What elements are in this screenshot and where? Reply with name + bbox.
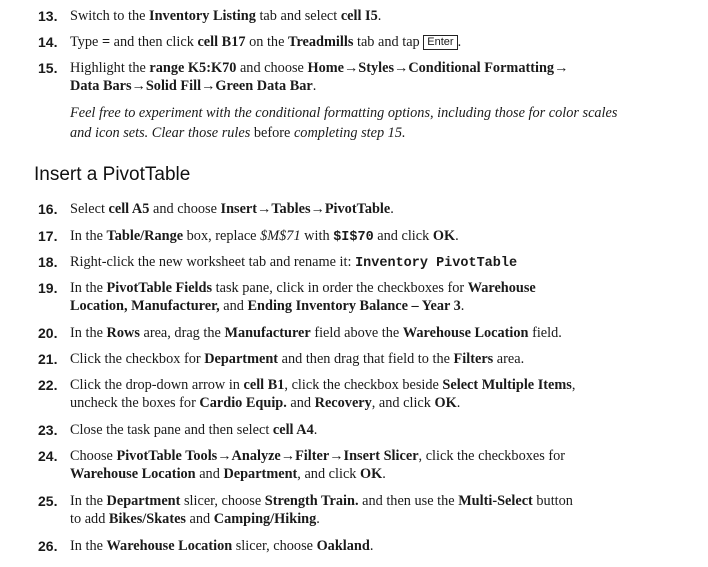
text-run: Highlight the bbox=[70, 60, 150, 76]
text-run: , and click bbox=[371, 395, 435, 411]
section-heading: Insert a PivotTable bbox=[34, 164, 191, 185]
text-run: . bbox=[455, 228, 459, 244]
step-number: 17. bbox=[38, 228, 58, 244]
enter-key: Enter bbox=[423, 35, 457, 50]
text-run: In the bbox=[70, 280, 107, 296]
text-run: button bbox=[532, 493, 573, 509]
text-run: . bbox=[457, 34, 462, 50]
text-run: Click the drop-down arrow in bbox=[70, 377, 244, 393]
text-run: In the bbox=[70, 538, 107, 554]
text-run-bold: Warehouse Location bbox=[402, 325, 529, 341]
step-number: 18. bbox=[38, 254, 58, 270]
text-run: area, drag the bbox=[139, 325, 225, 341]
text-run: box, replace bbox=[183, 228, 261, 244]
step-text bbox=[70, 447, 678, 483]
text-run: with bbox=[300, 228, 334, 244]
text-run-bold: cell A5 bbox=[108, 201, 150, 217]
text-run-bold: Rows bbox=[106, 325, 140, 341]
text-run: to add bbox=[70, 511, 109, 527]
text-run-bold: Ending Inventory Balance – Year 3 bbox=[247, 298, 461, 314]
note-line: completing step 15. bbox=[290, 125, 406, 141]
text-run: Choose bbox=[70, 448, 117, 464]
text-run-bold: Department bbox=[223, 466, 298, 482]
text-run: , click the checkboxes for bbox=[418, 448, 566, 464]
text-run-bold: Cardio Equip. bbox=[199, 395, 287, 411]
text-run: and click bbox=[373, 228, 433, 244]
text-run: field above the bbox=[310, 325, 403, 341]
text-run: and choose bbox=[149, 201, 221, 217]
text-run: Type bbox=[70, 34, 102, 50]
text-run-bold: PivotTable Tools→Analyze→Filter→Insert Slicer bbox=[116, 448, 419, 464]
text-run: , bbox=[571, 377, 576, 393]
text-run: on the bbox=[245, 34, 288, 50]
text-run-bold: Camping/Hiking bbox=[213, 511, 317, 527]
text-run-bold: Department bbox=[204, 351, 279, 367]
step-text bbox=[70, 33, 678, 51]
step-text bbox=[70, 227, 678, 247]
text-run: Right-click the new worksheet tab and rename it: bbox=[70, 254, 356, 270]
note-line: and icon sets. Clear those rules bbox=[70, 125, 254, 141]
text-run: and bbox=[219, 298, 248, 314]
text-run-bold: Manufacturer bbox=[224, 325, 311, 341]
step-text bbox=[70, 492, 678, 528]
text-run-mono: Inventory PivotTable bbox=[355, 256, 518, 271]
text-run: . bbox=[313, 422, 318, 438]
text-run: and then use the bbox=[358, 493, 459, 509]
text-run-bold: Home→Styles→Conditional Formatting→ bbox=[307, 60, 569, 76]
text-run: slicer, choose bbox=[180, 493, 265, 509]
step-text bbox=[70, 537, 678, 555]
text-run: . bbox=[316, 511, 320, 527]
text-run-bold: = bbox=[101, 34, 111, 50]
step-number: 23. bbox=[38, 422, 58, 438]
step-number: 20. bbox=[38, 325, 58, 341]
text-run-mono: $I$70 bbox=[333, 230, 374, 245]
text-run-bold: Warehouse Location bbox=[70, 466, 196, 482]
step-number: 15. bbox=[38, 60, 58, 76]
text-run: uncheck the boxes for bbox=[70, 395, 200, 411]
step-text bbox=[70, 421, 678, 439]
text-run-bold: OK bbox=[432, 228, 456, 244]
text-run-bold: cell B1 bbox=[243, 377, 285, 393]
text-run-bold: Filters bbox=[453, 351, 494, 367]
text-run: . bbox=[312, 78, 317, 94]
text-run-bold: OK bbox=[434, 395, 457, 411]
step-text bbox=[70, 279, 678, 315]
text-run-bold: Warehouse Location bbox=[106, 538, 233, 554]
text-run-bold: Insert→Tables→PivotTable bbox=[220, 201, 391, 217]
text-run: . bbox=[369, 538, 374, 554]
step-text bbox=[70, 350, 678, 368]
step-text bbox=[70, 7, 678, 25]
text-run: tab and tap bbox=[353, 34, 424, 50]
text-run: slicer, choose bbox=[232, 538, 317, 554]
text-run-bold: Location, Manufacturer, bbox=[70, 298, 220, 314]
text-run-bold: Treadmills bbox=[288, 34, 354, 50]
text-run-bold: Table/Range bbox=[106, 228, 184, 244]
text-run-italic: $M$71 bbox=[260, 228, 301, 244]
text-run: . bbox=[390, 201, 394, 217]
step-text bbox=[70, 324, 678, 342]
step-text bbox=[70, 376, 678, 412]
step-text bbox=[70, 253, 678, 273]
note-line: Feel free to experiment with the conditional formatting options, including those for color scales bbox=[70, 105, 618, 121]
text-run-bold: Recovery bbox=[314, 395, 372, 411]
text-run-bold: Warehouse bbox=[467, 280, 536, 296]
text-run: . bbox=[377, 8, 382, 24]
text-run-bold: Select Multiple Items bbox=[442, 377, 572, 393]
step-text bbox=[70, 59, 678, 95]
tip-note bbox=[70, 103, 670, 143]
step-number: 19. bbox=[38, 280, 58, 296]
text-run: field. bbox=[528, 325, 562, 341]
text-run: In the bbox=[70, 228, 107, 244]
text-run: and then drag that field to the bbox=[278, 351, 454, 367]
text-run: and bbox=[286, 395, 315, 411]
text-run: and bbox=[195, 466, 224, 482]
text-run-bold: Strength Train. bbox=[264, 493, 359, 509]
text-run: In the bbox=[70, 325, 107, 341]
text-run-bold: range K5:K70 bbox=[149, 60, 237, 76]
step-number: 25. bbox=[38, 493, 58, 509]
text-run-bold: Inventory Listing bbox=[149, 8, 256, 24]
step-number: 22. bbox=[38, 377, 58, 393]
text-run-bold: Bikes/Skates bbox=[108, 511, 186, 527]
step-number: 24. bbox=[38, 448, 58, 464]
step-text bbox=[70, 200, 678, 218]
step-number: 14. bbox=[38, 34, 58, 50]
step-number: 26. bbox=[38, 538, 58, 554]
text-run: Click the checkbox for bbox=[70, 351, 205, 367]
text-run: . bbox=[456, 395, 461, 411]
text-run: . bbox=[460, 298, 465, 314]
text-run-bold: Multi-Select bbox=[458, 493, 533, 509]
step-number: 13. bbox=[38, 8, 58, 24]
text-run-bold: Department bbox=[106, 493, 181, 509]
text-run-bold: OK bbox=[360, 466, 383, 482]
text-run: and bbox=[185, 511, 214, 527]
text-run-bold: cell I5 bbox=[340, 8, 378, 24]
text-run: , click the checkbox beside bbox=[284, 377, 443, 393]
step-number: 16. bbox=[38, 201, 58, 217]
text-run-bold: cell A4 bbox=[272, 422, 314, 438]
step-number: 21. bbox=[38, 351, 58, 367]
text-run-bold: PivotTable Fields bbox=[106, 280, 213, 296]
text-run: area. bbox=[493, 351, 525, 367]
text-run: . bbox=[382, 466, 386, 482]
text-run-bold: Oakland bbox=[316, 538, 370, 554]
text-run: tab and select bbox=[255, 8, 341, 24]
text-run: Close the task pane and then select bbox=[70, 422, 273, 438]
text-run: , and click bbox=[297, 466, 361, 482]
text-run: task pane, click in order the checkboxes for bbox=[212, 280, 468, 296]
note-emphasis: before bbox=[253, 125, 291, 141]
text-run: Select bbox=[70, 201, 109, 217]
text-run: Switch to the bbox=[70, 8, 150, 24]
text-run-bold: Data Bars→Solid Fill→Green Data Bar bbox=[70, 78, 313, 94]
text-run-bold: cell B17 bbox=[197, 34, 246, 50]
text-run: and then click bbox=[110, 34, 198, 50]
text-run: and choose bbox=[236, 60, 308, 76]
text-run: In the bbox=[70, 493, 107, 509]
